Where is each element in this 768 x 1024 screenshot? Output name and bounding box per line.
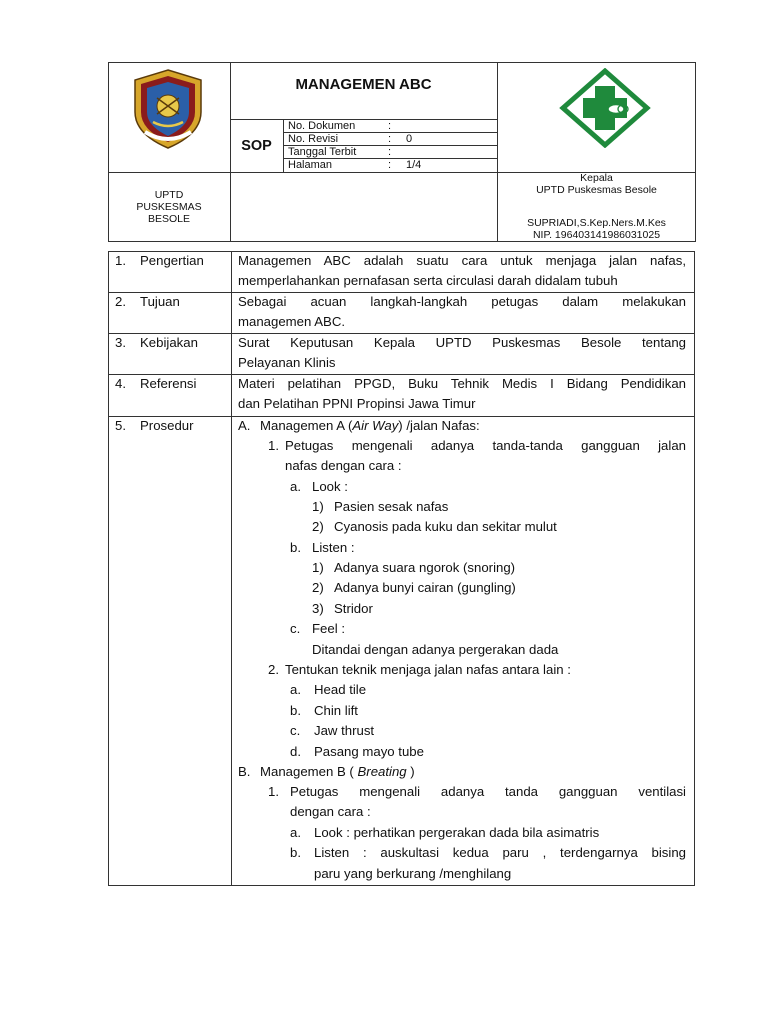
- unit-name-line: PUSKESMAS: [136, 201, 202, 213]
- list-item-text: Adanya bunyi cairan (gungling): [334, 580, 516, 595]
- meta-value: 1/4: [406, 159, 422, 171]
- meta-separator: :: [388, 133, 392, 145]
- header-divider: [230, 119, 497, 120]
- list-item-text: Head tile: [314, 682, 367, 697]
- list-marker: 2.: [268, 662, 279, 677]
- list-item-text: Pasang mayo tube: [314, 744, 424, 759]
- heading-text: ): [406, 764, 415, 779]
- list-marker: a.: [290, 479, 301, 494]
- list-item-text: Listen :: [312, 540, 355, 555]
- list-item-text: Ditandai dengan adanya pergerakan dada: [312, 642, 559, 657]
- list-marker: a.: [290, 825, 301, 840]
- approver-name: SUPRIADI,S.Kep.Ners.M.Kes: [527, 217, 666, 229]
- list-item-text: Jaw thrust: [314, 723, 375, 738]
- section-text-line: Surat Keputusan Kepala UPTD Puskesmas Besole tentang: [238, 335, 686, 350]
- list-marker: A.: [238, 418, 251, 433]
- list-marker: a.: [290, 682, 301, 697]
- section-label: Pengertian: [140, 253, 204, 268]
- unit-name-line: BESOLE: [147, 213, 191, 225]
- section-text-line: memperlahankan pernafasan serta circulasi darah didalam tubuh: [238, 273, 618, 288]
- list-item-text: nafas dengan cara :: [285, 458, 402, 473]
- list-marker: 1): [312, 560, 324, 575]
- list-item-text: Cyanosis pada kuku dan sekitar mulut: [334, 519, 557, 534]
- section-text-line: Sebagai acuan langkah-langkah petugas dalam melakukan: [238, 294, 686, 309]
- heading-emphasis: Air Way: [352, 418, 399, 433]
- section-text-line: managemen ABC.: [238, 314, 346, 329]
- procedure-heading-b: [260, 762, 415, 782]
- list-marker: 2): [312, 519, 324, 534]
- puskesmas-logo: [559, 68, 651, 148]
- meta-separator: :: [388, 159, 392, 171]
- section-text-line: Managemen ABC adalah suatu cara untuk menjaga jalan nafas,: [238, 253, 686, 268]
- list-item-text: Feel :: [312, 621, 345, 636]
- list-item-text: Petugas mengenali adanya tanda gangguan ventilasi: [290, 784, 686, 799]
- section-number: 1.: [115, 253, 126, 268]
- procedure-heading-a: [260, 416, 480, 436]
- list-item-text: Listen : auskultasi kedua paru , terdengarnya bising: [314, 845, 686, 860]
- list-marker: 2): [312, 580, 324, 595]
- list-item-text: Chin lift: [314, 703, 358, 718]
- list-item-text: dengan cara :: [290, 804, 371, 819]
- list-marker: c.: [290, 621, 301, 636]
- list-item-text: Stridor: [334, 601, 373, 616]
- list-item-text: Look :: [312, 479, 348, 494]
- section-label: Prosedur: [140, 418, 194, 433]
- section-number: 4.: [115, 376, 126, 391]
- heading-text: ) /jalan Nafas:: [398, 418, 480, 433]
- document-title: MANAGEMEN ABC: [295, 76, 432, 93]
- list-item-text: paru yang berkurang /menghilang: [314, 866, 512, 881]
- list-item-text: Tentukan teknik menjaga jalan nafas antara lain :: [285, 662, 571, 677]
- sop-label: SOP: [241, 138, 272, 154]
- unit-name-line: UPTD: [154, 189, 184, 201]
- list-item-text: Pasien sesak nafas: [334, 499, 449, 514]
- column-divider: [231, 251, 232, 886]
- meta-separator: :: [388, 146, 392, 158]
- list-marker: b.: [290, 703, 301, 718]
- section-label: Kebijakan: [140, 335, 198, 350]
- section-text-line: dan Pelatihan PPNI Propinsi Jawa Timur: [238, 396, 476, 411]
- approver-nip: NIP. 196403141986031025: [532, 229, 661, 241]
- heading-text: Managemen A (: [260, 418, 353, 433]
- meta-label: Halaman: [288, 159, 333, 171]
- section-number: 3.: [115, 335, 126, 350]
- section-text-line: Pelayanan Klinis: [238, 355, 336, 370]
- section-label: Referensi: [140, 376, 197, 391]
- meta-label: No. Dokumen: [288, 120, 356, 132]
- section-label: Tujuan: [140, 294, 180, 309]
- approver-office: UPTD Puskesmas Besole: [536, 184, 657, 196]
- unit-name: [108, 189, 230, 225]
- heading-emphasis: Breating: [357, 764, 407, 779]
- list-marker: b.: [290, 845, 301, 860]
- section-number: 5.: [115, 418, 126, 433]
- list-marker: c.: [290, 723, 301, 738]
- list-marker: B.: [238, 764, 251, 779]
- list-item-text: Adanya suara ngorok (snoring): [334, 560, 516, 575]
- regency-emblem-logo: [131, 68, 205, 150]
- list-marker: 1.: [268, 438, 279, 453]
- section-text-line: Materi pelatihan PPGD, Buku Tehnik Medis I Bidang Pendidikan: [238, 376, 686, 391]
- list-marker: 1.: [268, 784, 279, 799]
- heading-text: Managemen B (: [260, 764, 358, 779]
- list-marker: d.: [290, 744, 301, 759]
- header-divider: [497, 62, 498, 242]
- list-marker: 3): [312, 601, 324, 616]
- meta-label: Tanggal Terbit: [288, 146, 357, 158]
- section-number: 2.: [115, 294, 126, 309]
- list-item-text: Look : perhatikan pergerakan dada bila asimatris: [314, 825, 600, 840]
- list-item-text: Petugas mengenali adanya tanda-tanda gangguan jalan: [285, 438, 686, 453]
- meta-label: No. Revisi: [288, 133, 339, 145]
- meta-value: 0: [406, 133, 413, 145]
- list-marker: b.: [290, 540, 301, 555]
- approver-position: Kepala: [580, 172, 613, 184]
- list-marker: 1): [312, 499, 324, 514]
- meta-separator: :: [388, 120, 392, 132]
